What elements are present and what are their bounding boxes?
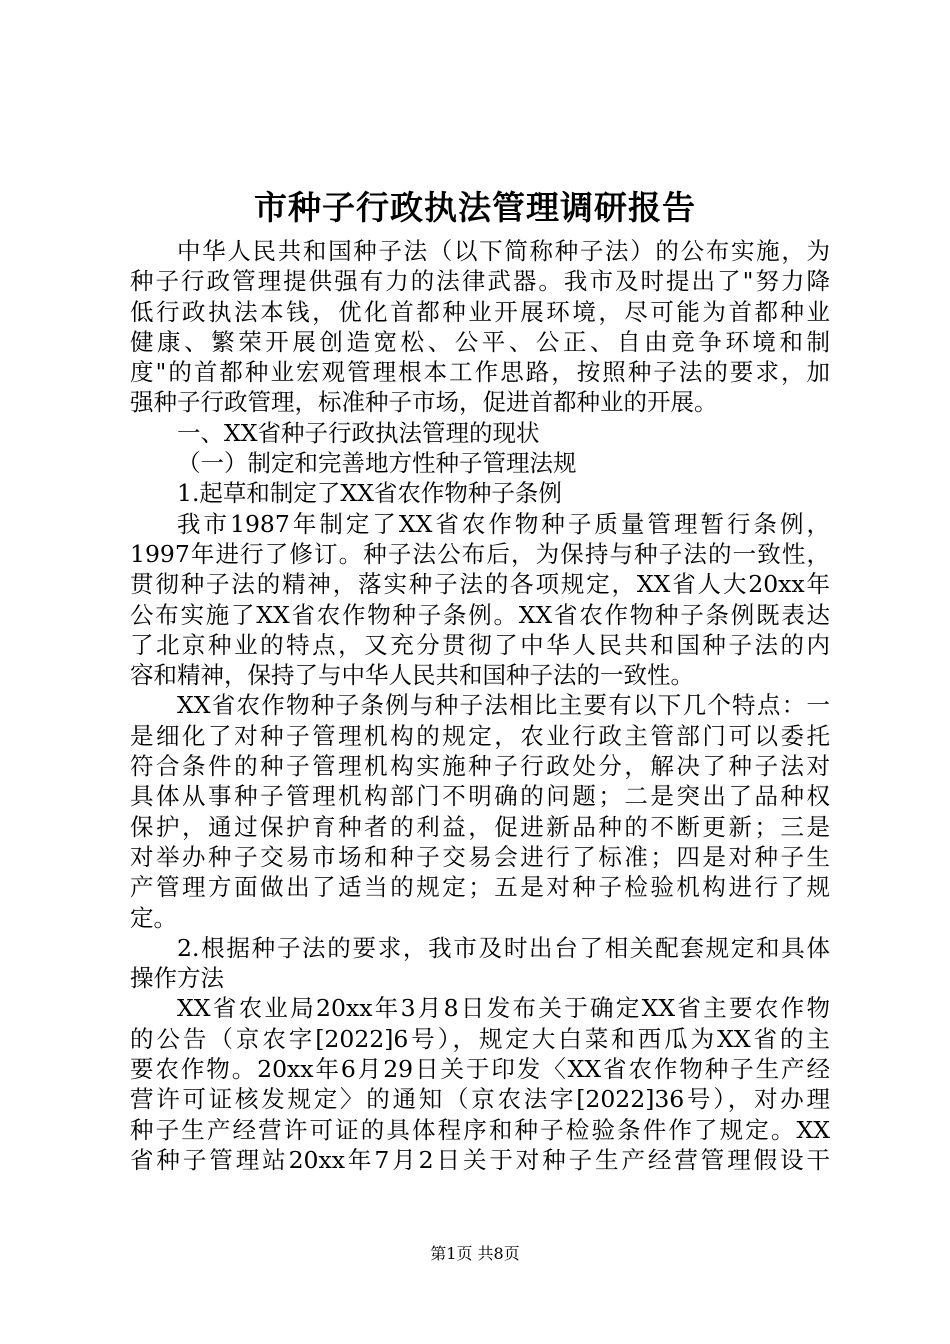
text-line: 2.根据种子法的要求，我市及时出台了相关配套规定和具体	[177, 933, 830, 962]
text-line: 1997年进行了修订。种子法公布后，为保持与种子法的一致性，	[130, 539, 830, 568]
text-line: 具体从事种子管理机构部门不明确的问题；二是突出了品种权	[130, 782, 830, 811]
text-line: 容和精神，保持了与中华人民共和国种子法的一致性。	[130, 661, 694, 690]
text-line: 中华人民共和国种子法（以下简称种子法）的公布实施，为	[177, 237, 830, 265]
text-line: 度"的首都种业宏观管理根本工作思路，按照种子法的要求，加	[130, 358, 830, 387]
text-line: 操作方法	[130, 964, 224, 993]
text-line: 1.起草和制定了XX省农作物种子条例	[177, 479, 562, 508]
text-line: 省种子管理站20xx年7月2日关于对种子生产经营管理假设干	[130, 1145, 830, 1174]
text-line: XX省农业局20xx年3月8日发布关于确定XX省主要农作物	[177, 994, 830, 1023]
text-line: XX省农作物种子条例与种子法相比主要有以下几个特点：一	[177, 691, 830, 720]
text-line: 定。	[130, 903, 177, 932]
text-line: 我市1987年制定了XX省农作物种子质量管理暂行条例，	[177, 509, 830, 538]
text-line: 符合条件的种子管理机构实施种子行政处分，解决了种子法对	[130, 752, 830, 781]
text-line: 低行政执法本钱，优化首都种业开展环境，尽可能为首都种业	[130, 297, 830, 326]
text-line: 营许可证核发规定〉的通知（京农法字[2022]36号），对办理	[130, 1085, 830, 1114]
text-line: 要农作物。20xx年6月29日关于印发〈XX省农作物种子生产经	[130, 1055, 830, 1084]
text-line: 种子行政管理提供强有力的法律武器。我市及时提出了"努力降	[130, 267, 830, 296]
document-body	[130, 236, 830, 1175]
text-line: 公布实施了XX省农作物种子条例。XX省农作物种子条例既表达	[130, 600, 830, 629]
text-line: 了北京种业的特点，又充分贯彻了中华人民共和国种子法的内	[130, 630, 830, 659]
text-line: 保护，通过保护育种者的利益，促进新品种的不断更新；三是	[130, 812, 830, 841]
text-line: 贯彻种子法的精神，落实种子法的各项规定，XX省人大20xx年	[130, 570, 830, 599]
text-line: 一、XX省种子行政执法管理的现状	[177, 418, 540, 447]
text-line: 的公告（京农字[2022]6号），规定大白菜和西瓜为XX省的主	[130, 1024, 830, 1053]
text-line: 种子生产经营许可证的具体程序和种子检验条件作了规定。XX	[130, 1115, 830, 1144]
document-title: 市种子行政执法管理调研报告	[254, 188, 696, 227]
page-footer: 第1页 共8页	[430, 1244, 520, 1263]
text-line: 强种子行政管理，标准种子市场，促进首都种业的开展。	[130, 388, 718, 417]
text-line: 是细化了对种子管理机构的规定，农业行政主管部门可以委托	[130, 721, 830, 750]
text-line: 健康、繁荣开展创造宽松、公平、公正、自由竞争环境和制	[130, 327, 830, 356]
text-line: （一）制定和完善地方性种子管理法规	[177, 449, 577, 478]
text-line: 对举办种子交易市场和种子交易会进行了标准；四是对种子生	[130, 842, 830, 871]
text-line: 产管理方面做出了适当的规定；五是对种子检验机构进行了规	[130, 873, 830, 902]
